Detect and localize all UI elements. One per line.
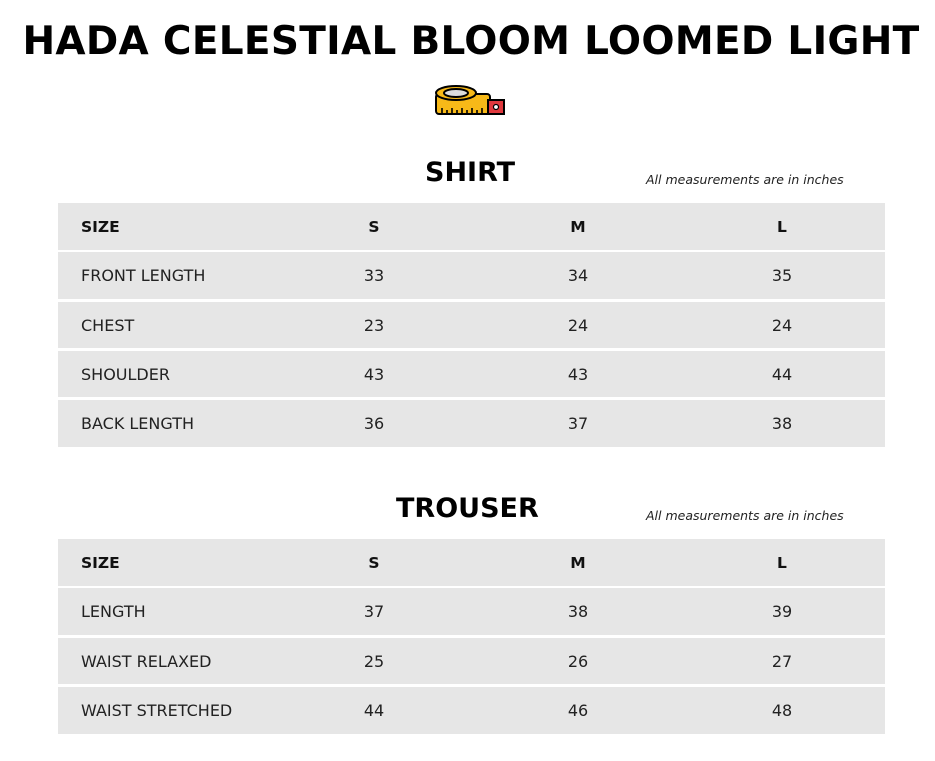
header-m: M	[570, 217, 586, 236]
value-l: 27	[771, 651, 793, 671]
header-l: L	[777, 553, 787, 572]
header-s: S	[368, 217, 380, 236]
value-s: 36	[363, 414, 385, 433]
value-m: 43	[567, 364, 589, 384]
row-label: LENGTH	[81, 602, 146, 621]
table-row	[58, 588, 885, 635]
value-m: 34	[567, 266, 589, 285]
header-size: SIZE	[81, 553, 120, 572]
table-row	[58, 351, 885, 397]
value-s: 43	[363, 364, 385, 384]
row-label: BACK LENGTH	[81, 414, 195, 433]
table-row	[58, 638, 885, 684]
row-label: WAIST STRETCHED	[81, 701, 233, 720]
value-l: 39	[771, 602, 793, 621]
value-l: 44	[771, 364, 793, 384]
table-row	[58, 400, 885, 447]
value-m: 24	[567, 315, 589, 335]
value-s: 37	[363, 602, 385, 621]
page-title: HADA CELESTIAL BLOOM LOOMED LIGHT	[22, 19, 920, 64]
header-s: S	[368, 553, 380, 572]
header-m: M	[570, 553, 586, 572]
table-row	[58, 302, 885, 348]
value-m: 37	[567, 414, 589, 433]
shirt-units-note: All measurements are in inches	[646, 172, 844, 187]
value-m: 38	[567, 602, 589, 621]
value-l: 35	[771, 266, 793, 285]
measuring-tape-icon	[434, 84, 506, 118]
value-s: 33	[363, 266, 385, 285]
table-header-row	[58, 539, 885, 586]
value-s: 23	[363, 315, 385, 335]
value-s: 25	[363, 651, 385, 671]
row-label: FRONT LENGTH	[81, 266, 206, 285]
value-l: 48	[771, 701, 793, 720]
table-row	[58, 252, 885, 299]
trouser-units-note: All measurements are in inches	[646, 508, 844, 523]
value-l: 24	[771, 315, 793, 335]
table-header-row	[58, 203, 885, 250]
header-size: SIZE	[81, 217, 120, 236]
value-m: 46	[567, 701, 589, 720]
value-l: 38	[771, 414, 793, 433]
value-m: 26	[567, 651, 589, 671]
shirt-heading: SHIRT	[425, 157, 516, 188]
header-l: L	[777, 217, 787, 236]
table-row	[58, 687, 885, 734]
value-s: 44	[363, 701, 385, 720]
row-label: CHEST	[81, 315, 135, 335]
trouser-heading: TROUSER	[396, 493, 539, 524]
row-label: SHOULDER	[81, 364, 170, 384]
row-label: WAIST RELAXED	[81, 651, 212, 671]
